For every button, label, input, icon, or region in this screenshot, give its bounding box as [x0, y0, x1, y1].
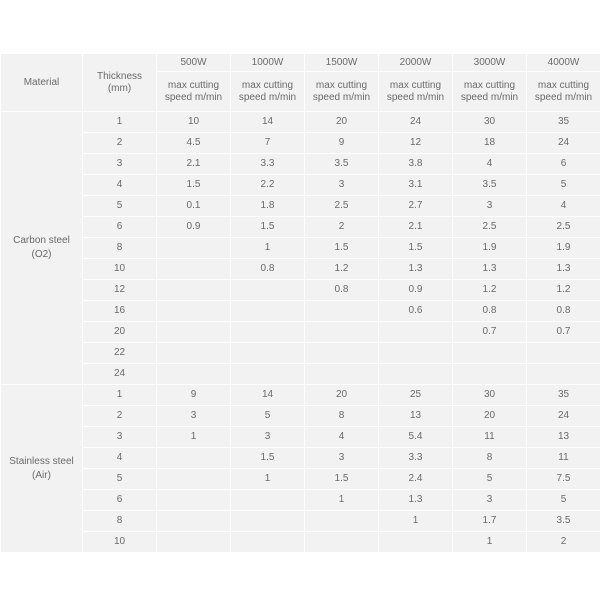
table-row [1, 364, 600, 385]
speed-cell: 2.1 [157, 154, 231, 175]
speed-cell [157, 511, 231, 532]
speed-cell: 5 [527, 175, 600, 196]
speed-cell: 9 [157, 385, 231, 406]
material-cell: Stainless steel (Air) [1, 385, 83, 553]
speed-cell: 3.3 [379, 448, 453, 469]
speed-cell: 1.5 [379, 238, 453, 259]
speed-cell [157, 280, 231, 301]
speed-cell: 0.8 [527, 301, 600, 322]
speed-cell: 24 [527, 133, 600, 154]
speed-cell: 13 [379, 406, 453, 427]
speed-cell [379, 532, 453, 553]
speed-cell: 3.5 [305, 154, 379, 175]
speed-cell: 1.5 [305, 469, 379, 490]
speed-cell: 1.5 [231, 217, 305, 238]
speed-cell: 35 [527, 385, 600, 406]
speed-cell: 5 [453, 469, 527, 490]
speed-cell [157, 448, 231, 469]
speed-cell: 18 [453, 133, 527, 154]
table-row [1, 280, 600, 301]
speed-cell [453, 364, 527, 385]
speed-cell: 3 [157, 406, 231, 427]
speed-cell: 0.9 [157, 217, 231, 238]
thickness-cell: 24 [83, 364, 157, 385]
table-row [1, 217, 600, 238]
speed-cell: 2.5 [305, 196, 379, 217]
speed-cell: 5.4 [379, 427, 453, 448]
speed-cell: 1.2 [527, 280, 600, 301]
speed-cell: 3.1 [379, 175, 453, 196]
thickness-cell: 4 [83, 175, 157, 196]
speed-cell: 1 [379, 511, 453, 532]
thickness-cell: 8 [83, 511, 157, 532]
speed-cell: 2.5 [453, 217, 527, 238]
speed-cell: 7 [231, 133, 305, 154]
speed-cell [379, 343, 453, 364]
speed-cell: 30 [453, 112, 527, 133]
speed-cell: 3 [305, 175, 379, 196]
speed-cell [379, 322, 453, 343]
speed-cell: 0.6 [379, 301, 453, 322]
speed-cell: 1.3 [379, 490, 453, 511]
table-row [1, 259, 600, 280]
speed-cell: 20 [305, 112, 379, 133]
thickness-cell: 10 [83, 259, 157, 280]
speed-cell: 1.8 [231, 196, 305, 217]
thickness-cell: 1 [83, 112, 157, 133]
speed-cell: 1 [231, 238, 305, 259]
speed-cell [305, 322, 379, 343]
speed-cell: 5 [527, 490, 600, 511]
speed-cell: 2 [527, 532, 600, 553]
speed-cell: 1.5 [157, 175, 231, 196]
speed-cell: 3.5 [453, 175, 527, 196]
speed-cell [157, 490, 231, 511]
speed-cell: 4 [453, 154, 527, 175]
speed-cell: 11 [527, 448, 600, 469]
speed-cell: 0.9 [379, 280, 453, 301]
header-power-1000w: 1000W [231, 54, 305, 72]
speed-cell: 3 [453, 196, 527, 217]
table-row [1, 490, 600, 511]
header-material: Material [1, 54, 83, 112]
speed-cell [231, 364, 305, 385]
thickness-cell: 3 [83, 427, 157, 448]
speed-cell [453, 343, 527, 364]
speed-cell: 3 [305, 448, 379, 469]
thickness-cell: 4 [83, 448, 157, 469]
speed-cell: 24 [527, 406, 600, 427]
speed-cell: 0.7 [453, 322, 527, 343]
speed-cell [157, 238, 231, 259]
speed-cell: 4.5 [157, 133, 231, 154]
thickness-cell: 12 [83, 280, 157, 301]
speed-cell [305, 532, 379, 553]
speed-cell: 1.5 [231, 448, 305, 469]
speed-cell [157, 301, 231, 322]
table-row [1, 112, 600, 133]
speed-cell: 1.5 [305, 238, 379, 259]
speed-cell [305, 343, 379, 364]
table-row [1, 448, 600, 469]
header-power-500w: 500W [157, 54, 231, 72]
header-power-2000w: 2000W [379, 54, 453, 72]
header-speed-label: max cutting speed m/min [379, 72, 453, 112]
header-row-power [1, 54, 600, 72]
speed-cell: 2.2 [231, 175, 305, 196]
table-row [1, 343, 600, 364]
speed-cell [527, 364, 600, 385]
table-row [1, 154, 600, 175]
speed-cell: 1 [157, 427, 231, 448]
table-row [1, 175, 600, 196]
thickness-cell: 5 [83, 469, 157, 490]
speed-cell: 9 [305, 133, 379, 154]
speed-cell: 0.8 [453, 301, 527, 322]
speed-cell: 3 [231, 427, 305, 448]
speed-cell [379, 364, 453, 385]
thickness-cell: 8 [83, 238, 157, 259]
thickness-cell: 10 [83, 532, 157, 553]
speed-cell: 0.8 [305, 280, 379, 301]
table-row [1, 469, 600, 490]
speed-cell: 3.5 [527, 511, 600, 532]
speed-cell: 6 [527, 154, 600, 175]
speed-cell [231, 322, 305, 343]
speed-cell: 1.7 [453, 511, 527, 532]
speed-cell: 14 [231, 385, 305, 406]
header-power-3000w: 3000W [453, 54, 527, 72]
table-row [1, 133, 600, 154]
speed-cell: 4 [527, 196, 600, 217]
speed-cell: 1.3 [527, 259, 600, 280]
speed-cell [305, 511, 379, 532]
speed-cell [305, 364, 379, 385]
header-speed-label: max cutting speed m/min [157, 72, 231, 112]
header-power-4000w: 4000W [527, 54, 600, 72]
speed-cell: 30 [453, 385, 527, 406]
speed-cell: 10 [157, 112, 231, 133]
speed-cell: 7.5 [527, 469, 600, 490]
speed-cell: 25 [379, 385, 453, 406]
speed-cell: 3 [453, 490, 527, 511]
table-row [1, 511, 600, 532]
speed-cell: 0.7 [527, 322, 600, 343]
speed-cell: 2.1 [379, 217, 453, 238]
thickness-cell: 3 [83, 154, 157, 175]
speed-cell: 11 [453, 427, 527, 448]
speed-cell [231, 301, 305, 322]
header-speed-label: max cutting speed m/min [231, 72, 305, 112]
speed-cell: 3.3 [231, 154, 305, 175]
speed-cell: 8 [453, 448, 527, 469]
speed-cell: 12 [379, 133, 453, 154]
header-speed-label: max cutting speed m/min [305, 72, 379, 112]
speed-cell: 14 [231, 112, 305, 133]
thickness-cell: 1 [83, 385, 157, 406]
speed-cell: 2.7 [379, 196, 453, 217]
speed-cell [231, 490, 305, 511]
table-row [1, 532, 600, 553]
speed-cell [157, 322, 231, 343]
table-row [1, 301, 600, 322]
speed-cell: 13 [527, 427, 600, 448]
speed-cell: 35 [527, 112, 600, 133]
speed-cell: 3.8 [379, 154, 453, 175]
speed-cell: 20 [453, 406, 527, 427]
speed-cell: 5 [231, 406, 305, 427]
thickness-cell: 2 [83, 133, 157, 154]
table-row [1, 427, 600, 448]
speed-cell [157, 364, 231, 385]
thickness-cell: 20 [83, 322, 157, 343]
thickness-cell: 2 [83, 406, 157, 427]
speed-cell: 24 [379, 112, 453, 133]
speed-cell [157, 259, 231, 280]
speed-cell: 4 [305, 427, 379, 448]
speed-cell [305, 301, 379, 322]
cutting-speed-table [0, 53, 600, 553]
header-speed-label: max cutting speed m/min [527, 72, 600, 112]
speed-cell: 1 [305, 490, 379, 511]
speed-cell: 0.8 [231, 259, 305, 280]
speed-cell: 1.2 [453, 280, 527, 301]
table-row [1, 196, 600, 217]
speed-cell: 2.5 [527, 217, 600, 238]
thickness-cell: 6 [83, 490, 157, 511]
speed-cell: 1.2 [305, 259, 379, 280]
speed-cell: 1.3 [379, 259, 453, 280]
speed-cell: 1 [231, 469, 305, 490]
thickness-cell: 6 [83, 217, 157, 238]
speed-cell: 20 [305, 385, 379, 406]
speed-cell [231, 343, 305, 364]
speed-cell [231, 280, 305, 301]
thickness-cell: 22 [83, 343, 157, 364]
speed-cell: 0.1 [157, 196, 231, 217]
material-cell: Carbon steel (O2) [1, 112, 83, 385]
header-power-1500w: 1500W [305, 54, 379, 72]
speed-cell [157, 343, 231, 364]
table-row [1, 322, 600, 343]
speed-cell: 1.9 [453, 238, 527, 259]
table-row [1, 406, 600, 427]
speed-cell [157, 532, 231, 553]
speed-cell: 2.4 [379, 469, 453, 490]
speed-cell [231, 532, 305, 553]
speed-cell [231, 511, 305, 532]
speed-cell: 1.3 [453, 259, 527, 280]
speed-cell [527, 343, 600, 364]
thickness-cell: 5 [83, 196, 157, 217]
thickness-cell: 16 [83, 301, 157, 322]
speed-cell: 1.9 [527, 238, 600, 259]
speed-cell: 8 [305, 406, 379, 427]
table-row [1, 385, 600, 406]
speed-cell: 2 [305, 217, 379, 238]
header-thickness: Thickness (mm) [83, 54, 157, 112]
speed-cell: 1 [453, 532, 527, 553]
header-speed-label: max cutting speed m/min [453, 72, 527, 112]
table-row [1, 238, 600, 259]
speed-cell [157, 469, 231, 490]
